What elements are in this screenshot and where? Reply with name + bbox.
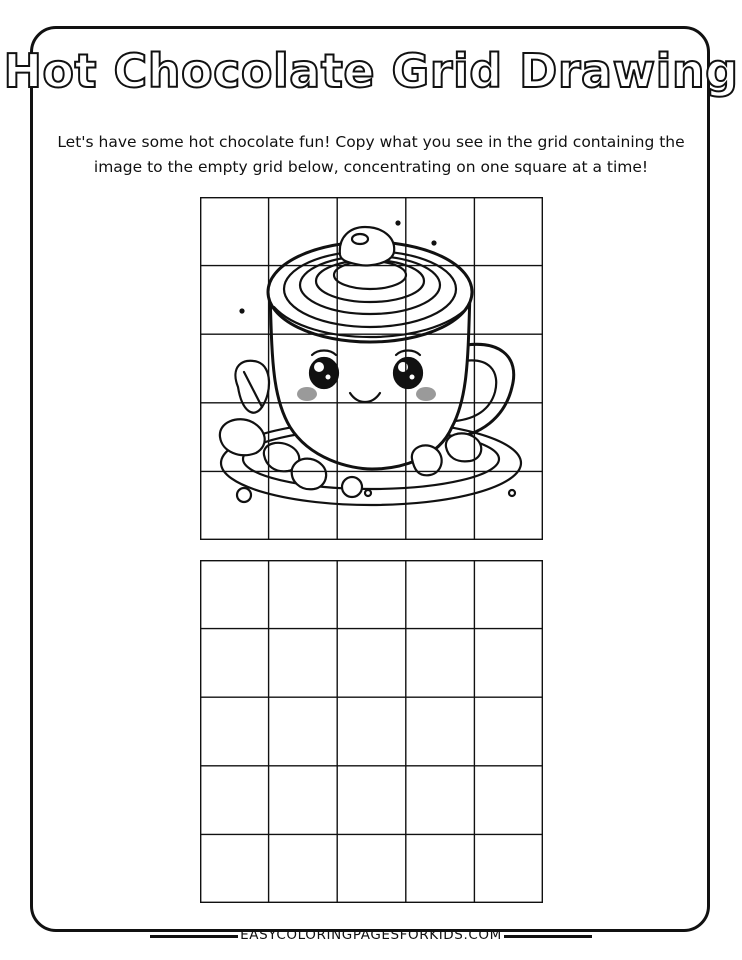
footer-divider-right (504, 935, 592, 938)
footer (0, 924, 742, 948)
practice-grid (200, 560, 543, 903)
instructions-text: Let's have some hot chocolate fun! Copy what you see in the grid containing the image to the empty grid below, concentrating on one square at a time! (57, 133, 685, 176)
page-title: Hot Chocolate Grid Drawing (3, 44, 739, 98)
footer-website-text: EASYCOLORINGPAGESFORKIDS.COM (240, 927, 502, 943)
practice-grid-lines (200, 560, 543, 903)
hot-chocolate-drawing (220, 222, 521, 506)
reference-grid (200, 197, 543, 540)
footer-divider-left (150, 935, 238, 938)
